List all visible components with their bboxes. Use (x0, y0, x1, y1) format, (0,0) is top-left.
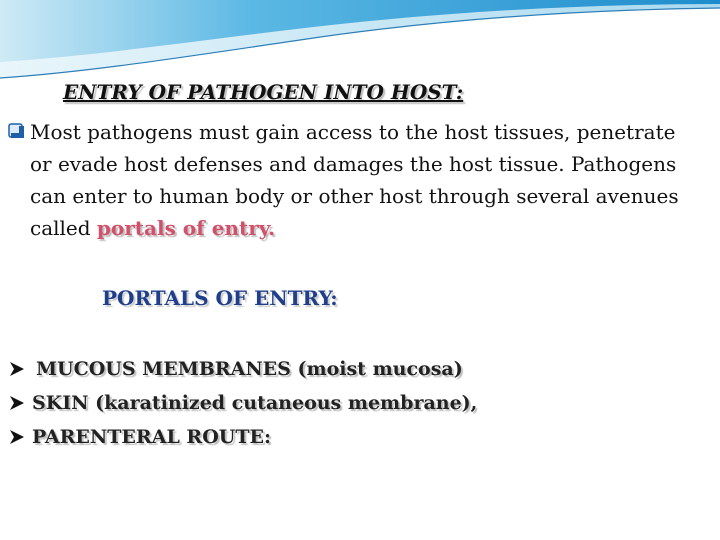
portal-item-label: SKIN (karatinized cutaneous membrane), (32, 392, 478, 414)
portal-item-label: MUCOUS MEMBRANES (moist mucosa) (36, 358, 463, 380)
intro-bullet (6, 116, 696, 244)
portals-of-entry-highlight: portals of entry. (96, 216, 276, 240)
intro-text: Most pathogens must gain access to the host tissues, penetrate or evade host defenses and damages the host tissue. Pathogens can enter to human body or other host through several avenues called (30, 120, 679, 240)
portals-subtitle: PORTALS OF ENTRY: (102, 286, 338, 310)
portal-item-parenteral (8, 420, 477, 454)
portals-list (8, 352, 477, 454)
header-wave-decoration (0, 0, 720, 90)
portal-item-label: PARENTERAL ROUTE: (32, 426, 271, 448)
intro-paragraph (30, 116, 696, 244)
arrowhead-bullet-icon (8, 360, 26, 378)
portal-item-skin (8, 386, 477, 420)
portal-item-mucous (8, 352, 477, 386)
arrowhead-bullet-icon (8, 394, 26, 412)
slide-title: ENTRY OF PATHOGEN INTO HOST: (63, 80, 464, 104)
checkbox-bullet-icon (8, 123, 24, 139)
arrowhead-bullet-icon (8, 428, 26, 446)
